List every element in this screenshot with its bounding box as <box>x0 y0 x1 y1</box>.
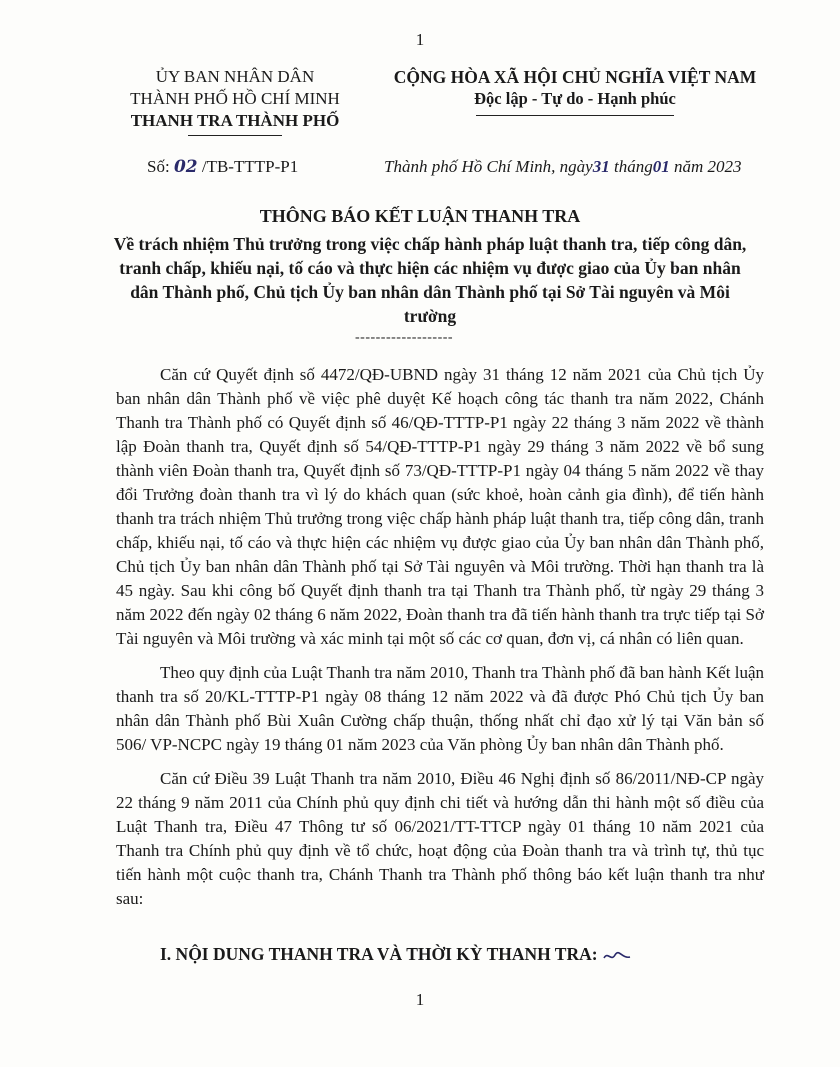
issuing-agency-header <box>100 66 370 136</box>
date-day: 31 <box>592 157 610 176</box>
date-month-label: tháng <box>613 157 653 176</box>
date-place: Thành phố Hồ Chí Minh, ngày <box>384 157 593 176</box>
page-number-top: 1 <box>415 30 425 49</box>
section-heading <box>160 944 632 965</box>
doc-number-handwritten: 02 <box>173 157 198 177</box>
date-year: năm 2023 <box>673 157 742 176</box>
page-number-bottom: 1 <box>415 990 425 1009</box>
date-month: 01 <box>652 157 670 176</box>
national-motto: Độc lập - Tự do - Hạnh phúc <box>474 89 676 108</box>
paragraph-2: Theo quy định của Luật Thanh tra năm 2010, Thanh tra Thành phố đã ban hành Kết luận thanh tra số 20/KL-TTTP-P1 ngày 08 tháng 12 năm 2022 và đã được Phó Chủ tịch Ủy ban nhân dân Thành phố Bùi Xuân Cường chấp thuận, thống nhất chỉ đạo xử lý tại Văn bản số 506/ VP-NCPC ngày 19 tháng 01 năm 2023 của Văn phòng Ủy ban nhân dân Thành phố. <box>116 663 764 754</box>
motto-underline <box>476 115 674 116</box>
doc-number-suffix: /TB-TTTP-P1 <box>201 157 299 176</box>
document-body <box>116 363 764 921</box>
paragraph-1: Căn cứ Quyết định số 4472/QĐ-UBND ngày 31 tháng 12 năm 2021 của Chủ tịch Ủy ban nhân dân Thành phố về việc phê duyệt Kế hoạch công tác thanh tra năm 2022, Chánh Thanh tra Thành phố có Quyết định số 46/QĐ-TTTP-P1 ngày 22 tháng 3 năm 2022 về thành lập Đoàn thanh tra, Quyết định số 54/QĐ-TTTP-P1 ngày 29 tháng 3 năm 2022 về bổ sung thành viên Đoàn thanh tra, Quyết định số 73/QĐ-TTTP-P1 ngày 04 tháng 5 năm 2022 về thay đổi Trưởng đoàn thanh tra vì lý do khách quan (sức khoẻ, hoàn cảnh gia đình), để tiến hành thanh tra trách nhiệm Thủ trưởng trong việc chấp hành pháp luật thanh tra, tiếp công dân, tranh chấp, khiếu nại, tố cáo và thực hiện các nhiệm vụ được giao của Ủy ban nhân dân Thành phố, Chủ tịch Ủy ban nhân dân Thành phố tại Sở Tài nguyên và Môi trường. Thời hạn thanh tra là 45 ngày. Sau khi công bố Quyết định thanh tra tại Thanh tra Thành phố, từ ngày 29 tháng 3 năm 2022 đến ngày 02 tháng 6 năm 2022, Đoàn thanh tra đã tiến hành thanh tra trực tiếp tại Sở Tài nguyên và Môi trường và xác minh tại một số các cơ quan, đơn vị, cá nhân có liên quan. <box>116 365 764 648</box>
agency-line-3: THANH TRA THÀNH PHỐ <box>130 111 340 130</box>
document-subtitle: Về trách nhiệm Thủ trưởng trong việc chấp hành pháp luật thanh tra, tiếp công dân, tranh chấp, khiếu nại, tố cáo và thực hiện các nhiệm vụ được giao của Ủy ban nhân dân Thành phố, Chủ tịch Ủy ban nhân dân Thành phố tại Sở Tài nguyên và Môi trường <box>113 234 747 326</box>
doc-number-prefix: Số: <box>147 157 170 176</box>
national-header <box>375 66 775 116</box>
agency-line-2: THÀNH PHỐ HỒ CHÍ MINH <box>130 89 340 108</box>
document-title: THÔNG BÁO KẾT LUẬN THANH TRA <box>259 206 581 226</box>
document-number <box>147 157 298 177</box>
agency-underline <box>188 135 282 136</box>
section-heading-text: I. NỘI DUNG THANH TRA VÀ THỜI KỲ THANH TRA: <box>160 944 598 964</box>
national-title: CỘNG HÒA XÃ HỘI CHỦ NGHĨA VIỆT NAM <box>393 67 757 87</box>
issue-date <box>384 157 742 177</box>
initial-scribble-icon <box>602 949 632 963</box>
paragraph-3: Căn cứ Điều 39 Luật Thanh tra năm 2010, Điều 46 Nghị định số 86/2011/NĐ-CP ngày 22 tháng 9 năm 2011 của Chính phủ quy định chi tiết và hướng dẫn thi hành một số điều của Luật Thanh tra, Điều 47 Thông tư số 06/2021/TT-TTCP ngày 01 tháng 10 năm 2021 của Thanh tra Chính phủ quy định về tổ chức, hoạt động của Đoàn thanh tra và trình tự, thủ tục tiến hành một cuộc thanh tra, Chánh Thanh tra Thành phố thông báo kết luận thanh tra như sau: <box>116 769 764 908</box>
separator: ------------------- <box>355 330 454 345</box>
agency-line-1: ỦY BAN NHÂN DÂN <box>155 67 315 86</box>
